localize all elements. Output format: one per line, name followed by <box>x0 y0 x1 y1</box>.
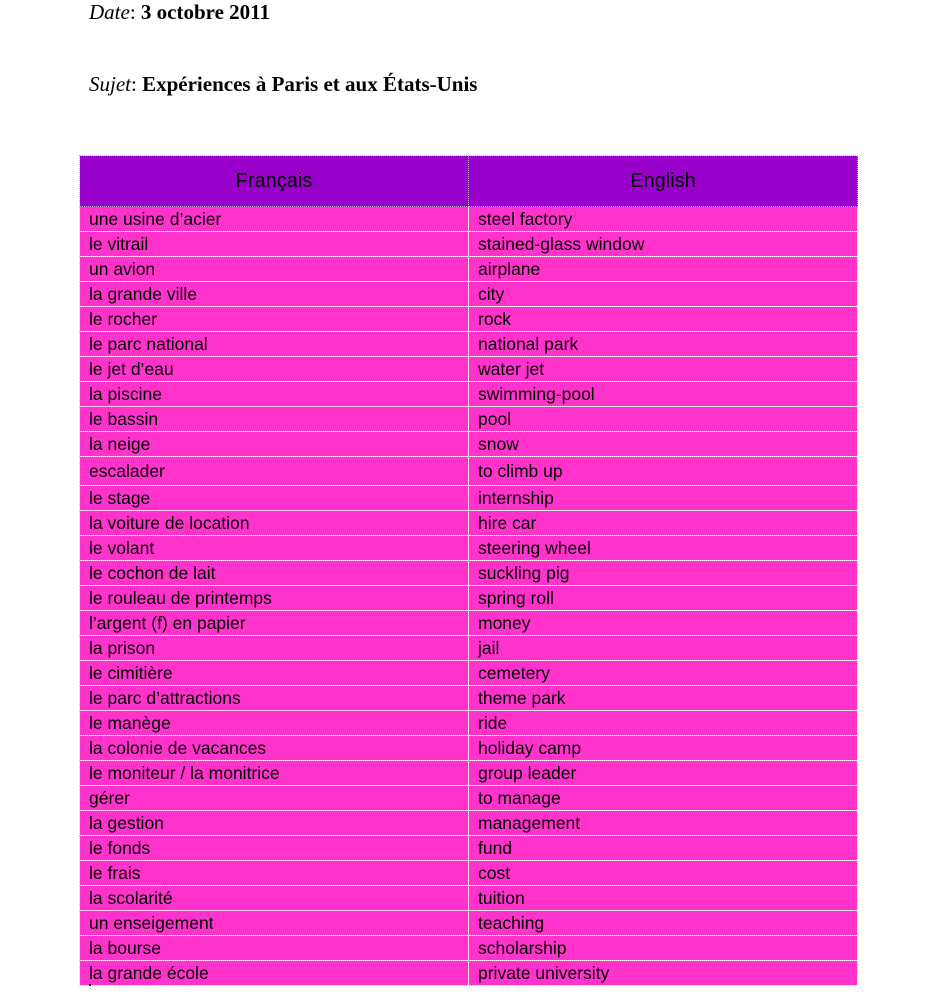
table-row <box>80 936 858 961</box>
cell-english: jail <box>469 636 858 661</box>
cell-francais: la piscine <box>80 382 469 407</box>
cell-english: theme park <box>469 686 858 711</box>
cell-english: national park <box>469 332 858 357</box>
subject-line: Sujet: Expériences à Paris et aux États-Unis <box>89 72 478 96</box>
cell-english: rock <box>469 307 858 332</box>
cell-francais: la scolarité <box>80 886 469 911</box>
vocabulary-rows <box>80 207 858 986</box>
table-row <box>80 961 858 986</box>
table-row <box>80 232 858 257</box>
table-row <box>80 282 858 307</box>
cell-english: hire car <box>469 511 858 536</box>
cell-francais: la bourse <box>80 936 469 961</box>
table-row <box>80 786 858 811</box>
cell-francais: le parc d’attractions <box>80 686 469 711</box>
cell-francais: le rocher <box>80 307 469 332</box>
table-row <box>80 207 858 232</box>
cell-english: water jet <box>469 357 858 382</box>
cell-francais: le stage <box>80 486 469 511</box>
cell-francais: la gestion <box>80 811 469 836</box>
table-row <box>80 486 858 511</box>
cell-francais: le moniteur / la monitrice <box>80 761 469 786</box>
table-row <box>80 886 858 911</box>
cell-francais: la voiture de location <box>80 511 469 536</box>
cell-english: swimming-pool <box>469 382 858 407</box>
cell-francais: le frais <box>80 861 469 886</box>
cell-english: airplane <box>469 257 858 282</box>
table-row <box>80 611 858 636</box>
cell-francais: une usine d’acier <box>80 207 469 232</box>
table-row <box>80 511 858 536</box>
table-row <box>80 561 858 586</box>
cell-francais: la neige <box>80 432 469 457</box>
cell-francais: le manège <box>80 711 469 736</box>
cell-francais: un avion <box>80 257 469 282</box>
table-row <box>80 586 858 611</box>
cell-english: group leader <box>469 761 858 786</box>
cell-english: snow <box>469 432 858 457</box>
table-row <box>80 357 858 382</box>
cell-francais: le parc national <box>80 332 469 357</box>
cell-francais: un enseigement <box>80 911 469 936</box>
cell-english: teaching <box>469 911 858 936</box>
column-header-francais: Français <box>80 156 469 207</box>
date-label: Date <box>89 0 130 24</box>
table-row <box>80 536 858 561</box>
table-row <box>80 811 858 836</box>
cell-english: to manage <box>469 786 858 811</box>
cell-francais: la colonie de vacances <box>80 736 469 761</box>
cell-english: cost <box>469 861 858 886</box>
stray-mark <box>89 984 91 986</box>
table-row <box>80 636 858 661</box>
table-row <box>80 736 858 761</box>
cell-english: internship <box>469 486 858 511</box>
cell-francais: gérer <box>80 786 469 811</box>
table-row <box>80 911 858 936</box>
table-row <box>80 432 858 457</box>
cell-francais: le jet d’eau <box>80 357 469 382</box>
cell-english: money <box>469 611 858 636</box>
subject-value: Expériences à Paris et aux États-Unis <box>142 72 478 96</box>
cell-english: scholarship <box>469 936 858 961</box>
cell-english: steel factory <box>469 207 858 232</box>
table-row <box>80 457 858 486</box>
table-row <box>80 836 858 861</box>
cell-francais: l’argent (f) en papier <box>80 611 469 636</box>
cell-english: fund <box>469 836 858 861</box>
cell-english: suckling pig <box>469 561 858 586</box>
cell-english: ride <box>469 711 858 736</box>
table-row <box>80 332 858 357</box>
cell-francais: le cimitière <box>80 661 469 686</box>
cell-francais: le fonds <box>80 836 469 861</box>
cell-francais: la grande école <box>80 961 469 986</box>
cell-francais: le rouleau de printemps <box>80 586 469 611</box>
cell-francais: le cochon de lait <box>80 561 469 586</box>
table-row <box>80 307 858 332</box>
cell-francais: la prison <box>80 636 469 661</box>
subject-label: Sujet <box>89 72 131 96</box>
cell-francais: le volant <box>80 536 469 561</box>
cell-francais: escalader <box>80 457 469 486</box>
cell-english: private university <box>469 961 858 986</box>
cell-english: tuition <box>469 886 858 911</box>
table-row <box>80 257 858 282</box>
table-row <box>80 407 858 432</box>
vocabulary-table <box>79 155 858 986</box>
cell-english: spring roll <box>469 586 858 611</box>
table-row <box>80 861 858 886</box>
table-row <box>80 661 858 686</box>
cell-english: management <box>469 811 858 836</box>
cell-english: city <box>469 282 858 307</box>
table-row <box>80 761 858 786</box>
table-row <box>80 382 858 407</box>
cell-francais: le vitrail <box>80 232 469 257</box>
date-value: 3 octobre 2011 <box>140 0 271 24</box>
cell-english: pool <box>469 407 858 432</box>
cell-english: to climb up <box>469 457 858 486</box>
cell-francais: le bassin <box>80 407 469 432</box>
date-line: Date: 3 octobre 2011 <box>89 0 271 24</box>
cell-francais: la grande ville <box>80 282 469 307</box>
cell-english: cemetery <box>469 661 858 686</box>
cell-english: holiday camp <box>469 736 858 761</box>
cell-english: steering wheel <box>469 536 858 561</box>
column-header-english: English <box>469 156 858 207</box>
cell-english: stained-glass window <box>469 232 858 257</box>
table-header-row <box>80 156 858 207</box>
table-row <box>80 711 858 736</box>
table-row <box>80 686 858 711</box>
